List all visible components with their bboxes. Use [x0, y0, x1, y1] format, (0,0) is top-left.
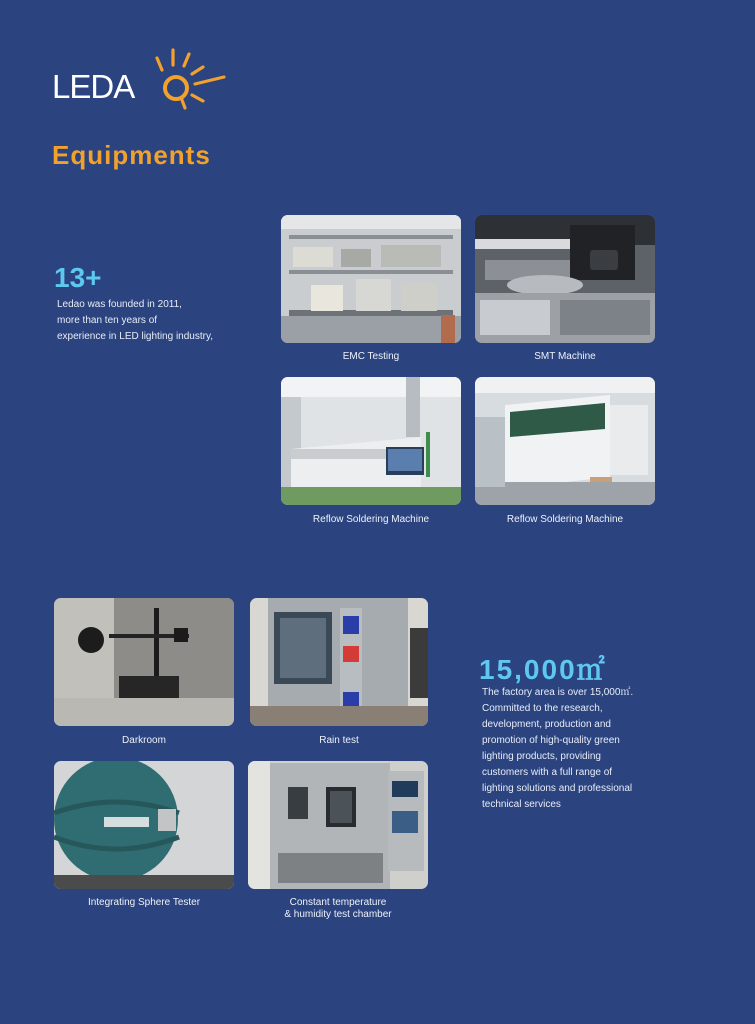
factory-line: The factory area is over 15,000㎡.: [482, 687, 634, 698]
years-line: Ledao was founded in 2011,: [57, 299, 182, 310]
integrating-sphere-photo: [54, 761, 234, 889]
factory-area-stat: 15,000㎡: [479, 654, 607, 685]
factory-line: lighting solutions and professional: [482, 783, 633, 794]
years-description: [57, 297, 267, 345]
factory-line: Committed to the research,: [482, 703, 603, 714]
years-line: more than ten years of: [57, 315, 158, 326]
temperature-chamber-photo: [248, 761, 428, 889]
reflow-soldering-caption-1: Reflow Soldering Machine: [312, 514, 430, 525]
factory-line: technical services: [482, 799, 561, 810]
darkroom-caption: Darkroom: [122, 735, 166, 746]
smt-machine-photo: [475, 215, 655, 343]
factory-line: lighting products, providing: [482, 751, 601, 762]
years-line: experience in LED lighting industry,: [57, 331, 214, 342]
factory-line: promotion of high-quality green: [482, 735, 620, 746]
temperature-chamber-caption: [248, 897, 428, 921]
ledao-logo: [52, 44, 232, 110]
emc-testing-caption: EMC Testing: [342, 351, 400, 362]
rain-test-caption: Rain test: [319, 735, 359, 746]
reflow-soldering-photo-2: [475, 377, 655, 505]
caption-line: & humidity test chamber: [284, 909, 392, 920]
logo-wordmark: LEDA: [52, 68, 135, 105]
smt-machine-caption: SMT Machine: [534, 351, 596, 362]
rain-test-photo: [250, 598, 428, 726]
factory-line: customers with a full range of: [482, 767, 613, 778]
emc-testing-photo: [281, 215, 461, 343]
factory-line: development, production and: [482, 719, 611, 730]
years-stat: 13+: [54, 262, 102, 293]
factory-description: [482, 685, 722, 813]
integrating-sphere-caption: Integrating Sphere Tester: [87, 897, 201, 908]
page-title: Equipments: [52, 140, 211, 170]
reflow-soldering-photo-1: [281, 377, 461, 505]
caption-line: Constant temperature: [289, 897, 387, 908]
darkroom-photo: [54, 598, 234, 726]
reflow-soldering-caption-2: Reflow Soldering Machine: [506, 514, 624, 525]
